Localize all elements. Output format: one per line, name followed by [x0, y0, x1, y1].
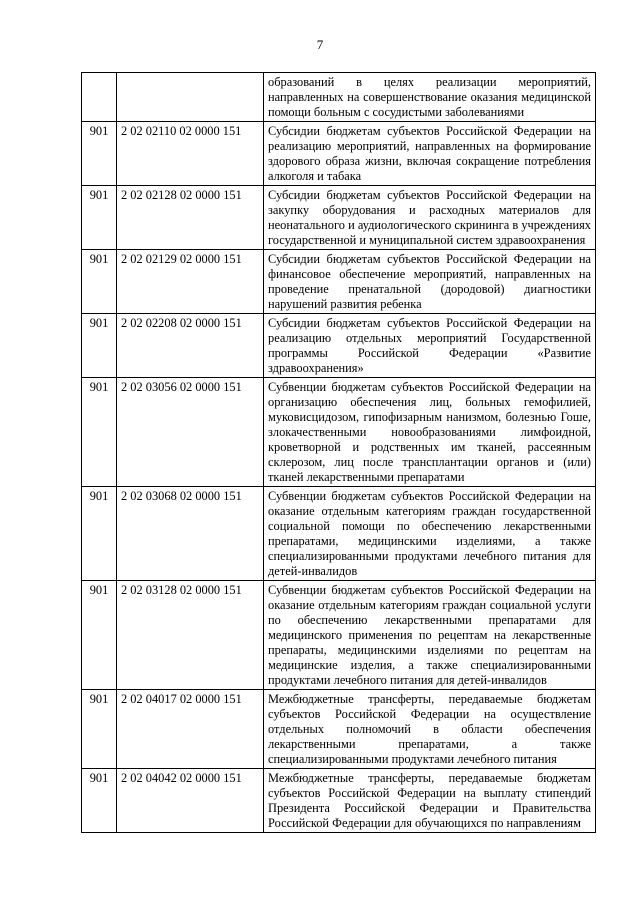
- revenue-description-cell: Субвенции бюджетам субъектов Российской Федерации на оказание отдельным категориям граждан социальной услуги по обеспечению лекарственными препаратами для медицинского применения по рецептам на лекарственные препараты, медицинскими изделиями по рецептам на медицинские изделия, а также специализированными продуктами лечебного питания для детей-инвалидов: [264, 581, 596, 690]
- budget-classification-code-cell: 2 02 03128 02 0000 151: [117, 581, 264, 690]
- budget-classification-code-cell: 2 02 04042 02 0000 151: [117, 769, 264, 833]
- admin-code-cell: 901: [82, 769, 117, 833]
- table-row: [82, 487, 596, 581]
- revenue-description-cell: Субсидии бюджетам субъектов Российской Федерации на финансовое обеспечение мероприятий, направленных на проведение пренатальной (дородовой) диагностики нарушений развития ребенка: [264, 250, 596, 314]
- admin-code-cell: 901: [82, 250, 117, 314]
- revenue-description-cell: Межбюджетные трансферты, передаваемые бюджетам субъектов Российской Федерации на осуществление отдельных полномочий в области обеспечения лекарственными препаратами, а также специализированными продуктами лечебного питания: [264, 690, 596, 769]
- revenue-description-cell: Субсидии бюджетам субъектов Российской Федерации на реализацию отдельных мероприятий Государственной программы Российской Федерации «Развитие здравоохранения»: [264, 314, 596, 378]
- revenue-description-cell: Субвенции бюджетам субъектов Российской Федерации на оказание отдельным категориям граждан государственной социальной помощи по обеспечению лекарственными препаратами, медицинскими изделиями, а также специализированными продуктами лечебного питания для детей-инвалидов: [264, 487, 596, 581]
- page-number: 7: [316, 37, 324, 52]
- table-row: [82, 314, 596, 378]
- admin-code-cell: 901: [82, 690, 117, 769]
- budget-classification-code-cell: 2 02 03056 02 0000 151: [117, 378, 264, 487]
- admin-code-cell: [82, 73, 117, 122]
- revenue-description-cell: Субвенции бюджетам субъектов Российской Федерации на организацию обеспечения лиц, больных гемофилией, муковисцидозом, гипофизарным нанизмом, болезнью Гоше, злокачественными новообразованиями лимфоидной, кроветворной и родственных им тканей, рассеянным склерозом, лиц после трансплантации органов и (или) тканей лекарственными препаратами: [264, 378, 596, 487]
- budget-classification-code-cell: 2 02 02208 02 0000 151: [117, 314, 264, 378]
- table-row: [82, 690, 596, 769]
- admin-code-cell: 901: [82, 122, 117, 186]
- table-row: [82, 122, 596, 186]
- revenue-description-cell: Субсидии бюджетам субъектов Российской Федерации на закупку оборудования и расходных материалов для неонатального и аудиологического скрининга в учреждениях государственной и муниципальной систем здравоохранения: [264, 186, 596, 250]
- budget-revenue-table: [81, 72, 596, 833]
- budget-classification-code-cell: 2 02 03068 02 0000 151: [117, 487, 264, 581]
- table-body: [82, 73, 596, 833]
- budget-classification-code-cell: 2 02 02110 02 0000 151: [117, 122, 264, 186]
- admin-code-cell: 901: [82, 314, 117, 378]
- budget-classification-code-cell: 2 02 04017 02 0000 151: [117, 690, 264, 769]
- revenue-description-cell: образований в целях реализации мероприятий, направленных на совершенствование оказания медицинской помощи больным с сосудистыми заболеваниями: [264, 73, 596, 122]
- admin-code-cell: 901: [82, 378, 117, 487]
- table-row: [82, 769, 596, 833]
- table-row: [82, 73, 596, 122]
- revenue-description-cell: Субсидии бюджетам субъектов Российской Федерации на реализацию мероприятий, направленных на формирование здорового образа жизни, включая сокращение потребления алкоголя и табака: [264, 122, 596, 186]
- budget-classification-code-cell: 2 02 02128 02 0000 151: [117, 186, 264, 250]
- budget-classification-code-cell: 2 02 02129 02 0000 151: [117, 250, 264, 314]
- table-row: [82, 378, 596, 487]
- table-row: [82, 250, 596, 314]
- admin-code-cell: 901: [82, 581, 117, 690]
- admin-code-cell: 901: [82, 186, 117, 250]
- table-row: [82, 581, 596, 690]
- admin-code-cell: 901: [82, 487, 117, 581]
- revenue-description-cell: Межбюджетные трансферты, передаваемые бюджетам субъектов Российской Федерации на выплату стипендий Президента Российской Федерации и Правительства Российской Федерации для обучающихся по направлениям: [264, 769, 596, 833]
- table-row: [82, 186, 596, 250]
- budget-classification-code-cell: [117, 73, 264, 122]
